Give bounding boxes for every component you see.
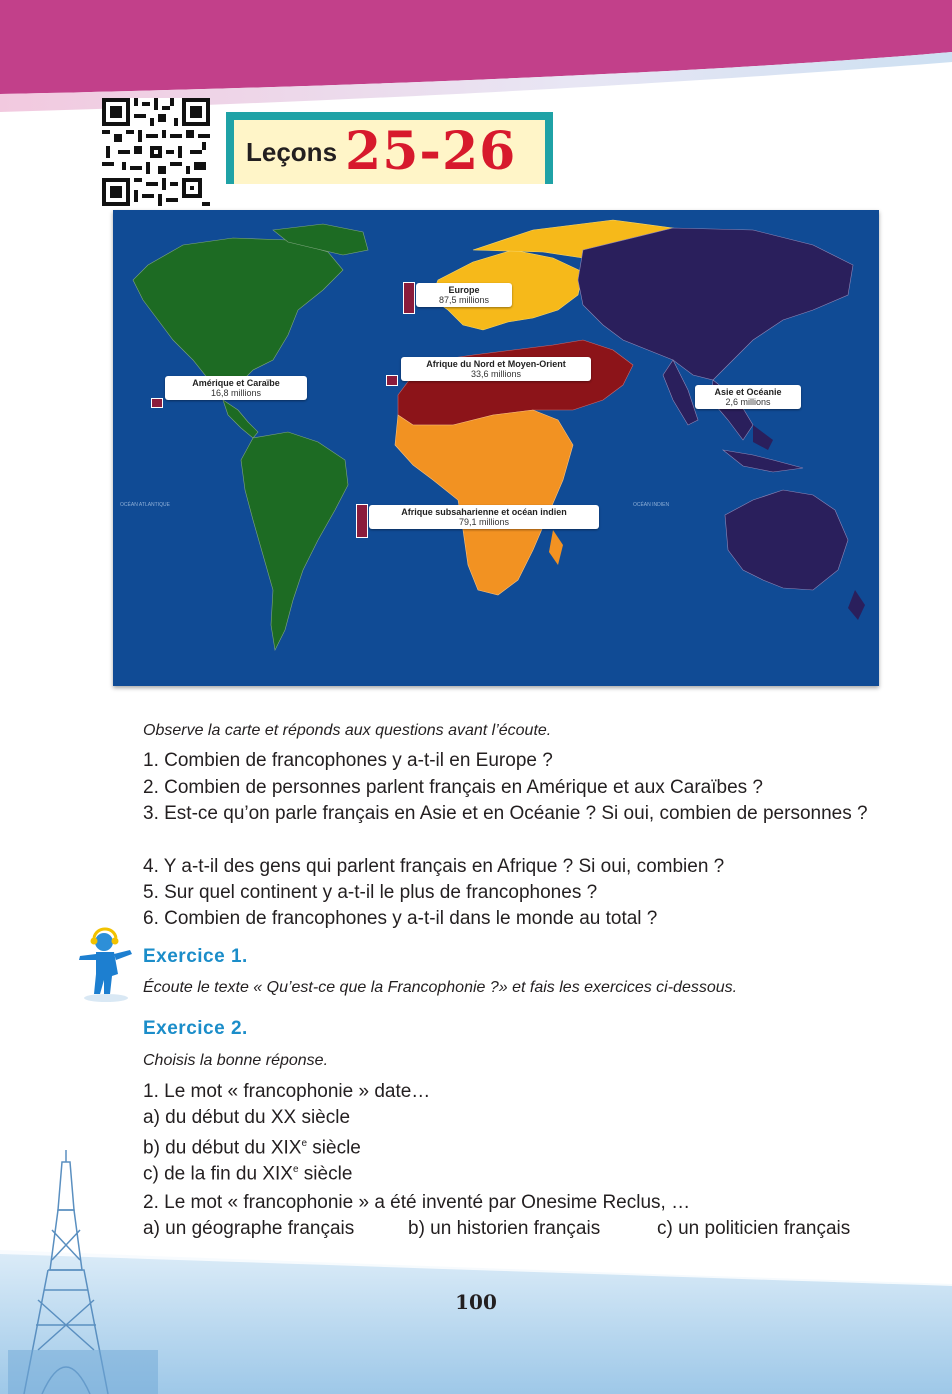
exercise-2-question-2: 2. Le mot « francophonie » a été inventé par Onesime Reclus, …: [143, 1192, 691, 1213]
answer-option-2b[interactable]: b) un historien français: [408, 1218, 601, 1239]
question-4: 4. Y a-t-il des gens qui parlent français en Afrique ? Si oui, combien ?: [143, 856, 725, 877]
map-label-value: 87,5 millions: [438, 295, 490, 305]
answer-option-2a[interactable]: a) un géographe français: [143, 1218, 355, 1239]
map-label-value: 33,6 millions: [470, 369, 522, 379]
exercise-1-instruction: Écoute le texte « Qu’est-ce que la Francophonie ?» et fais les exercices ci-dessous.: [143, 979, 738, 996]
lesson-title-word: Leçons: [246, 136, 338, 167]
lesson-title-inner: [234, 120, 545, 184]
lesson-title-number: 25-26: [345, 121, 517, 182]
answer-text: c) de la fin du XIX: [143, 1163, 293, 1185]
question-3: 3. Est-ce qu’on parle français en Asie et en Océanie ? Si oui, combien de personnes ?: [143, 803, 868, 824]
question-5: 5. Sur quel continent y a-t-il le plus de francophones ?: [143, 882, 598, 903]
map-label-europe: [416, 283, 512, 307]
map-label-value: 2,6 millions: [725, 397, 771, 407]
map-label-name: Europe: [448, 285, 480, 295]
francophonie-world-map: [113, 210, 879, 686]
map-label-name: Amérique et Caraïbe: [192, 378, 280, 388]
map-label-name: Afrique subsaharienne et océan indien: [401, 507, 567, 517]
answer-text: b) du début du XIX: [143, 1137, 302, 1159]
map-label-value: 16,8 millions: [210, 388, 262, 398]
map-label-america: [165, 376, 307, 400]
answer-option-1c[interactable]: [143, 1157, 352, 1187]
listening-mascot-icon: [76, 924, 136, 1004]
answer-option-2c[interactable]: c) un politicien français: [657, 1218, 851, 1239]
superscript: e: [301, 1138, 308, 1149]
world-map-graphic: [113, 210, 879, 686]
answer-text-end: siècle: [307, 1137, 361, 1159]
lesson-title-box: [226, 112, 553, 184]
map-label-name: Afrique du Nord et Moyen-Orient: [426, 359, 566, 369]
ocean-label-indian: OCÉAN INDIEN: [632, 502, 670, 508]
exercise-1-title: Exercice 1.: [143, 946, 248, 967]
eiffel-tower-icon: [8, 1150, 158, 1394]
pre-listening-instruction: Observe la carte et réponds aux questions avant l’écoute.: [143, 722, 552, 739]
marker-america: [151, 398, 163, 408]
map-label-name: Asie et Océanie: [714, 387, 782, 397]
question-6: 6. Combien de francophones y a-t-il dans le monde au total ?: [143, 908, 658, 929]
question-2: 2. Combien de personnes parlent français en Amérique et aux Caraïbes ?: [143, 777, 763, 798]
map-label-asia: [695, 385, 801, 409]
page-number: 100: [455, 1290, 497, 1314]
exercise-2-question-1: 1. Le mot « francophonie » date…: [143, 1081, 431, 1102]
exercise-2-instruction: Choisis la bonne réponse.: [143, 1052, 329, 1069]
question-1: 1. Combien de francophones y a-t-il en Europe ?: [143, 750, 553, 771]
exercise-2-title: Exercice 2.: [143, 1018, 248, 1039]
map-label-subsaharan: [369, 505, 599, 529]
marker-europe: [403, 282, 415, 314]
marker-subsaharan: [356, 504, 368, 538]
superscript: e: [292, 1164, 299, 1175]
answer-option-1a[interactable]: a) du début du XX siècle: [143, 1107, 351, 1128]
marker-north-africa: [386, 375, 398, 386]
ocean-label-atlantic: OCÉAN ATLANTIQUE: [120, 502, 170, 508]
map-label-value: 79,1 millions: [458, 517, 510, 527]
qr-code[interactable]: [102, 98, 210, 206]
map-label-north-africa: [401, 357, 591, 381]
answer-text-end: siècle: [298, 1163, 353, 1185]
